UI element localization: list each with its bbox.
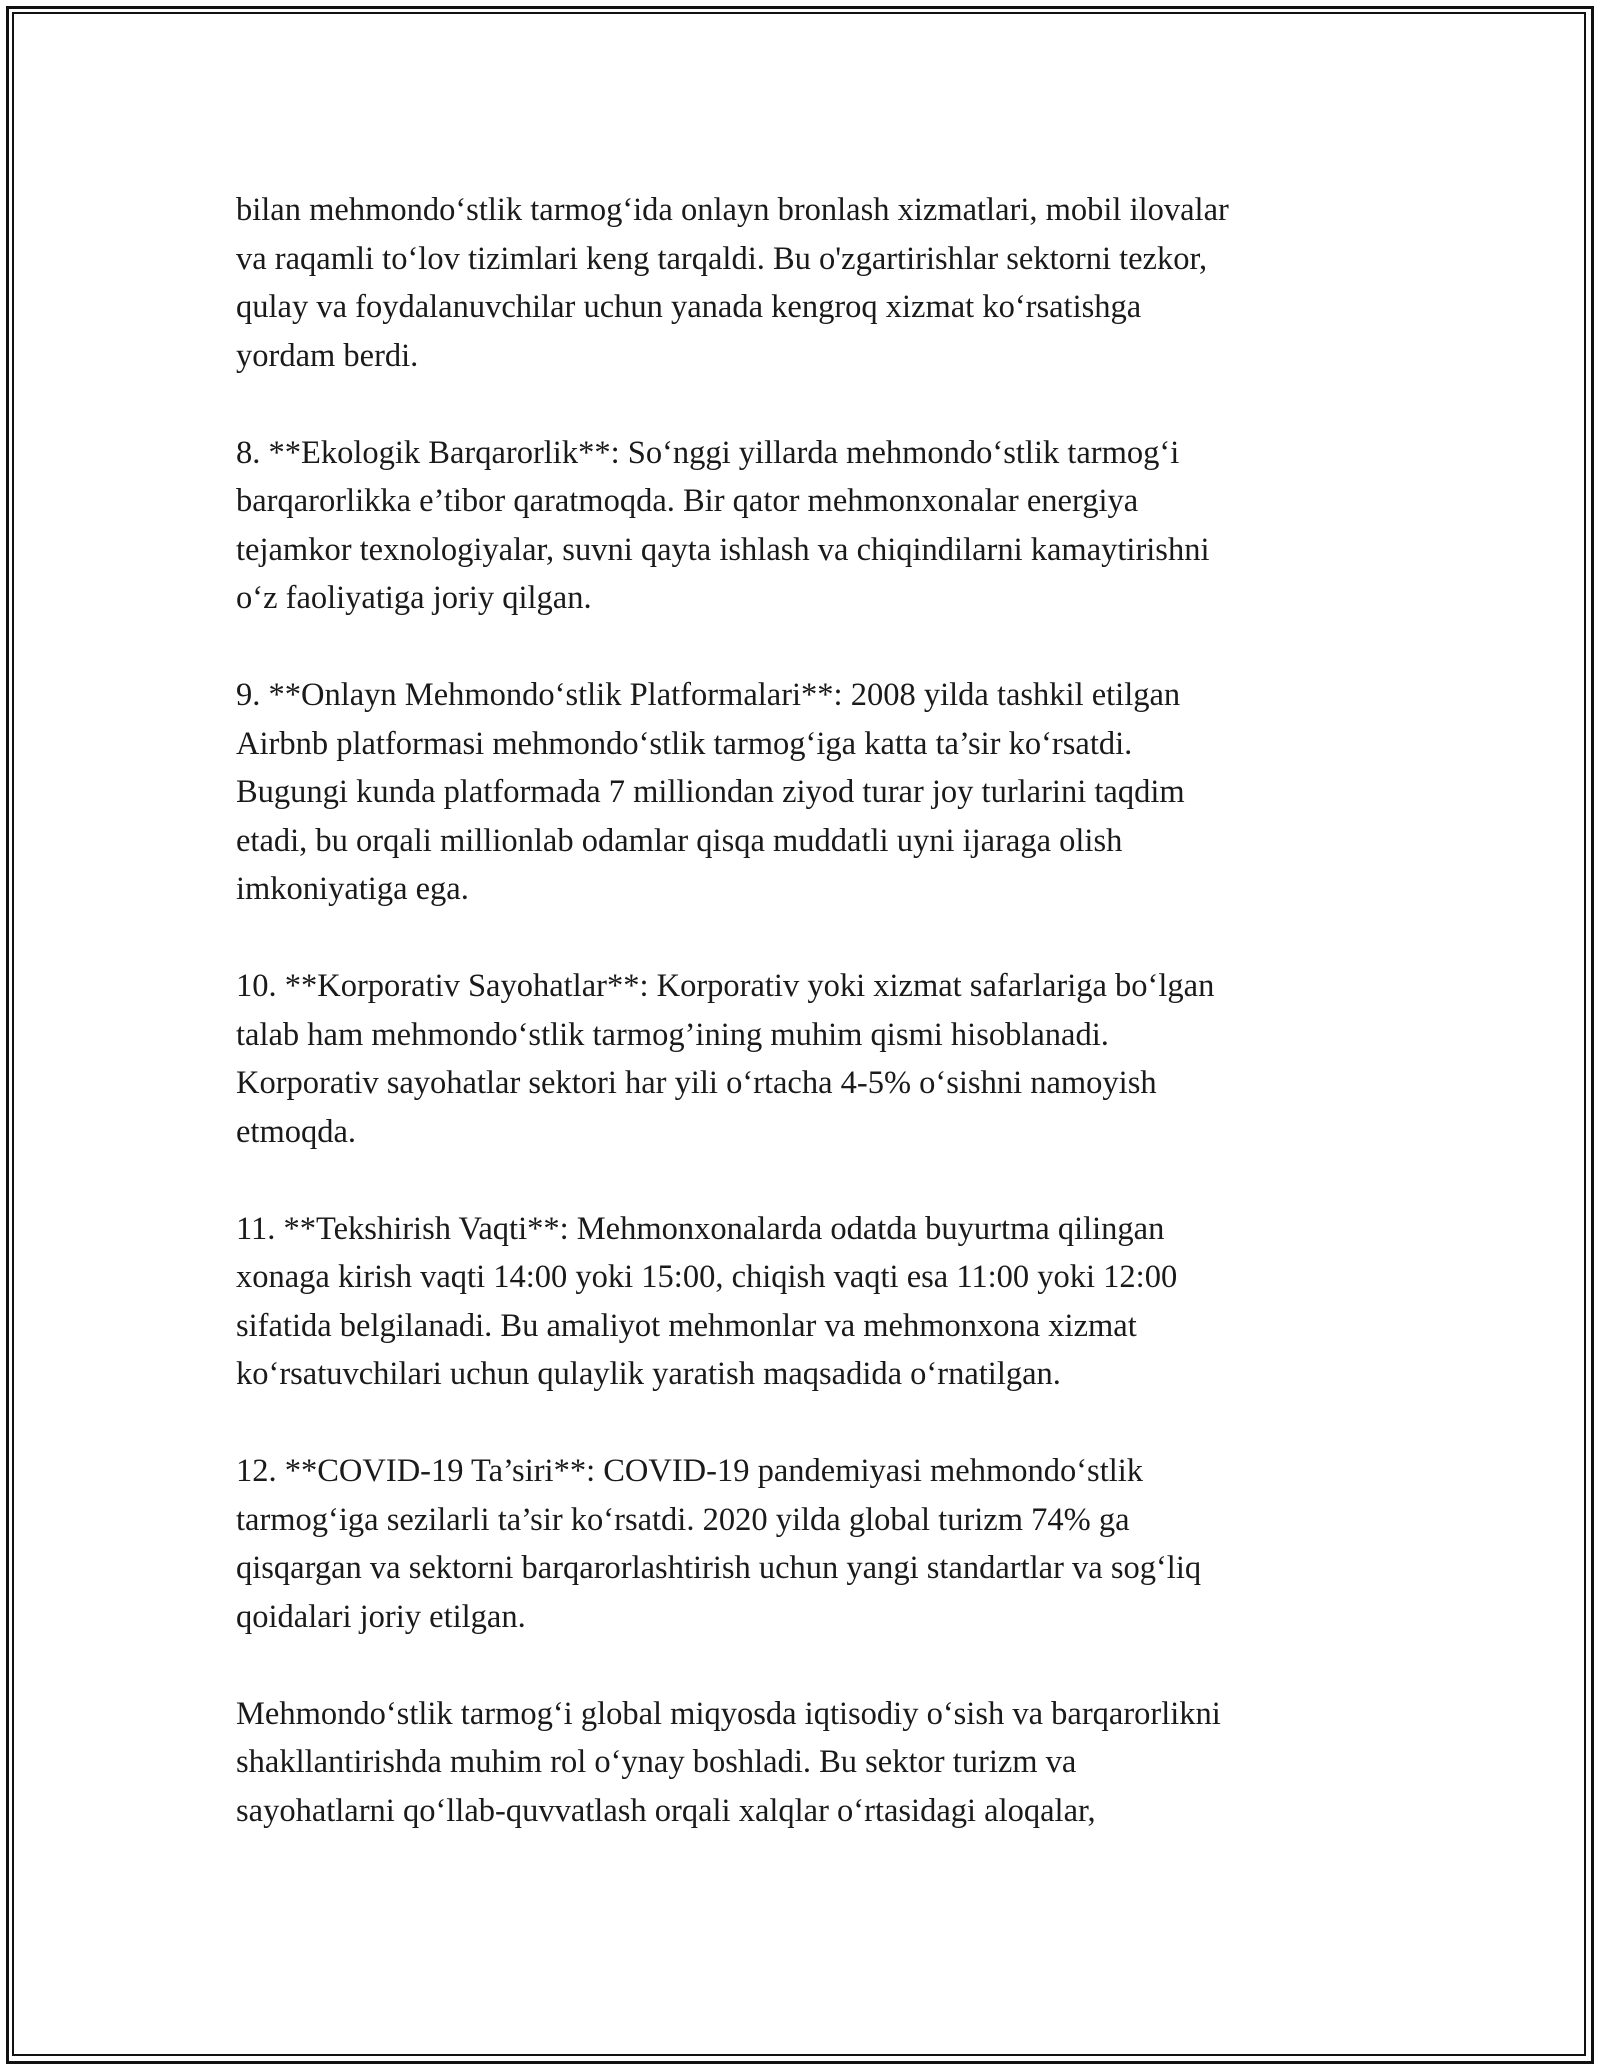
paragraph-conclusion: Mehmondo‘stlik tarmog‘i global miqyosda iqtisodiy o‘sish va barqarorlikni shakllantirishda muhim rol o‘ynay boshladi. Bu sektor turizm va sayohatlarni qo‘llab-quvvatlash orqali xalqlar o‘rtasidagi aloqalar, (236, 1695, 1221, 1829)
document-body (236, 186, 1366, 1884)
paragraph-item-12: 12. **COVID-19 Ta’siri**: COVID-19 pandemiyasi mehmondo‘stlik tarmog‘iga sezilarli ta’sir ko‘rsatdi. 2020 yilda global turizm 74% ga qisqargan va sektorni barqarorlashtirish uchun yangi standartlar va sog‘liq qoidalari joriy etilgan. (236, 1453, 1202, 1635)
paragraph-item-8: 8. **Ekologik Barqarorlik**: So‘nggi yillarda mehmondo‘stlik tarmog‘i barqarorlikka e’tibor qaratmoqda. Bir qator mehmonxonalar energiya tejamkor texnologiyalar, suvni qayta ishlash va chiqindilarni kamaytirishni o‘z faoliyatiga joriy qilgan. (236, 434, 1210, 616)
paragraph-intro-continuation: bilan mehmondo‘stlik tarmog‘ida onlayn bronlash xizmatlari, mobil ilovalar va raqamli to‘lov tizimlari keng tarqaldi. Bu o'zgartirishlar sektorni tezkor, qulay va foydalanuvchilar uchun yanada kengroq xizmat ko‘rsatishga yordam berdi. (236, 192, 1229, 374)
paragraph-item-9: 9. **Onlayn Mehmondo‘stlik Platformalari**: 2008 yilda tashkil etilgan Airbnb platformasi mehmondo‘stlik tarmog‘iga katta ta’sir ko‘rsatdi. Bugungi kunda platformada 7 milliondan ziyod turar joy turlarini taqdim etadi, bu orqali millionlab odamlar qisqa muddatli uyni ijaraga olish imkoniyatiga ega. (236, 677, 1185, 907)
paragraph-item-11: 11. **Tekshirish Vaqti**: Mehmonxonalarda odatda buyurtma qilingan xonaga kirish vaqti 14:00 yoki 15:00, chiqish vaqti esa 11:00 yoki 12:00 sifatida belgilanadi. Bu amaliyot mehmonlar va mehmonxona xizmat ko‘rsatuvchilari uchun qulaylik yaratish maqsadida o‘rnatilgan. (236, 1210, 1178, 1392)
paragraph-item-10: 10. **Korporativ Sayohatlar**: Korporativ yoki xizmat safarlariga bo‘lgan talab ham mehmondo‘stlik tarmog’ining muhim qismi hisoblanadi. Korporativ sayohatlar sektori har yili o‘rtacha 4-5% o‘sishni namoyish etmoqda. (236, 968, 1215, 1150)
